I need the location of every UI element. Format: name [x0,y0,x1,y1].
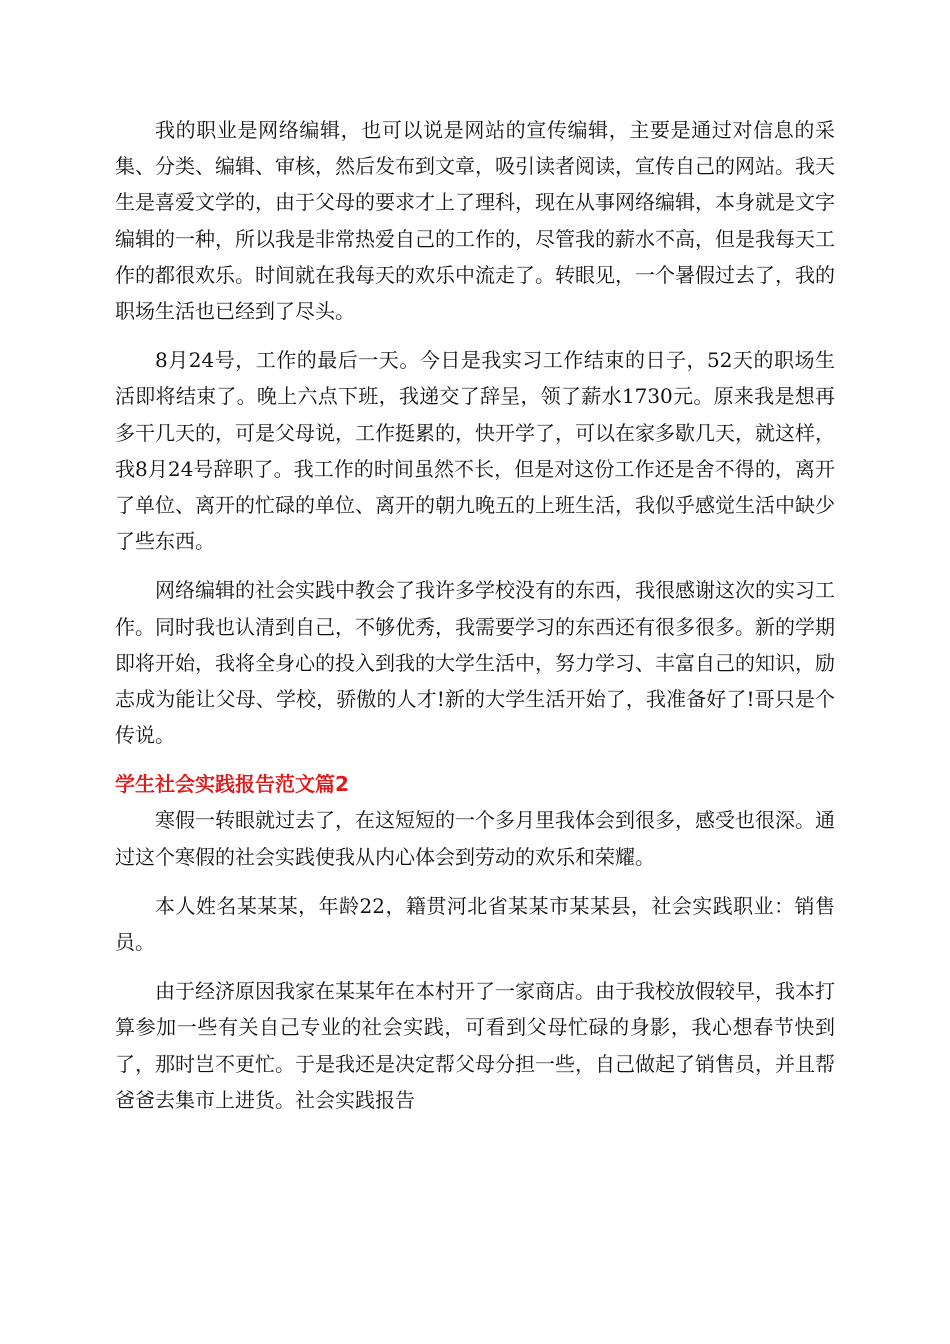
paragraph-family-shop: 由于经济原因我家在某某年在本村开了一家商店。由于我校放假较早，我本打算参加一些有关自己专业的社会实践，可看到父母忙碌的身影，我心想春节快到了，那时岂不更忙。于是我还是决定帮父母分担一些，自己做起了销售员，并且帮爸爸去集市上进货。社会实践报告 [115,979,835,1112]
document-page [115,112,835,1131]
paragraph-lessons-learned: 网络编辑的社会实践中教会了我许多学校没有的东西，我很感谢这次的实习工作。同时我也认清到自己，不够优秀，我需要学习的东西还有很多很多。新的学期即将开始，我将全身心的投入到我的大学生活中，努力学习、丰富自己的知识，励志成为能让父母、学校，骄傲的人才!新的大学生活开始了，我准备好了!哥只是个传说。 [115,578,835,748]
paragraph-personal-info: 本人姓名某某某，年龄22，籍贯河北省某某市某某县，社会实践职业：销售员。 [115,893,835,955]
paragraph-last-workday: 8月24号，工作的最后一天。今日是我实习工作结束的日子，52天的职场生活即将结束了。晚上六点下班，我递交了辞呈，领了薪水1730元。原来我是想再多干几天的，可是父母说，工作挺累的，快开学了，可以在家多歇几天，就这样，我8月24号辞职了。我工作的时间虽然不长，但是对这份工作还是舍不得的，离开了单位、离开的忙碌的单位、离开的朝九晚五的上班生活，我似乎感觉生活中缺少了些东西。 [115,348,835,554]
paragraph-job-description: 我的职业是网络编辑，也可以说是网站的宣传编辑，主要是通过对信息的采集、分类、编辑、审核，然后发布到文章，吸引读者阅读，宣传自己的网站。我天生是喜爱文学的，由于父母的要求才上了理科，现在从事网络编辑，本身就是文字编辑的一种，所以我是非常热爱自己的工作的，尽管我的薪水不高，但是我每天工作的都很欢乐。时间就在我每天的欢乐中流走了。转眼见，一个暑假过去了，我的职场生活也已经到了尽头。 [115,118,835,324]
paragraph-winter-break: 寒假一转眼就过去了，在这短短的一个多月里我体会到很多，感受也很深。通过这个寒假的社会实践使我从内心体会到劳动的欢乐和荣耀。 [115,808,835,869]
section-heading: 学生社会实践报告范文篇2 [115,772,349,797]
